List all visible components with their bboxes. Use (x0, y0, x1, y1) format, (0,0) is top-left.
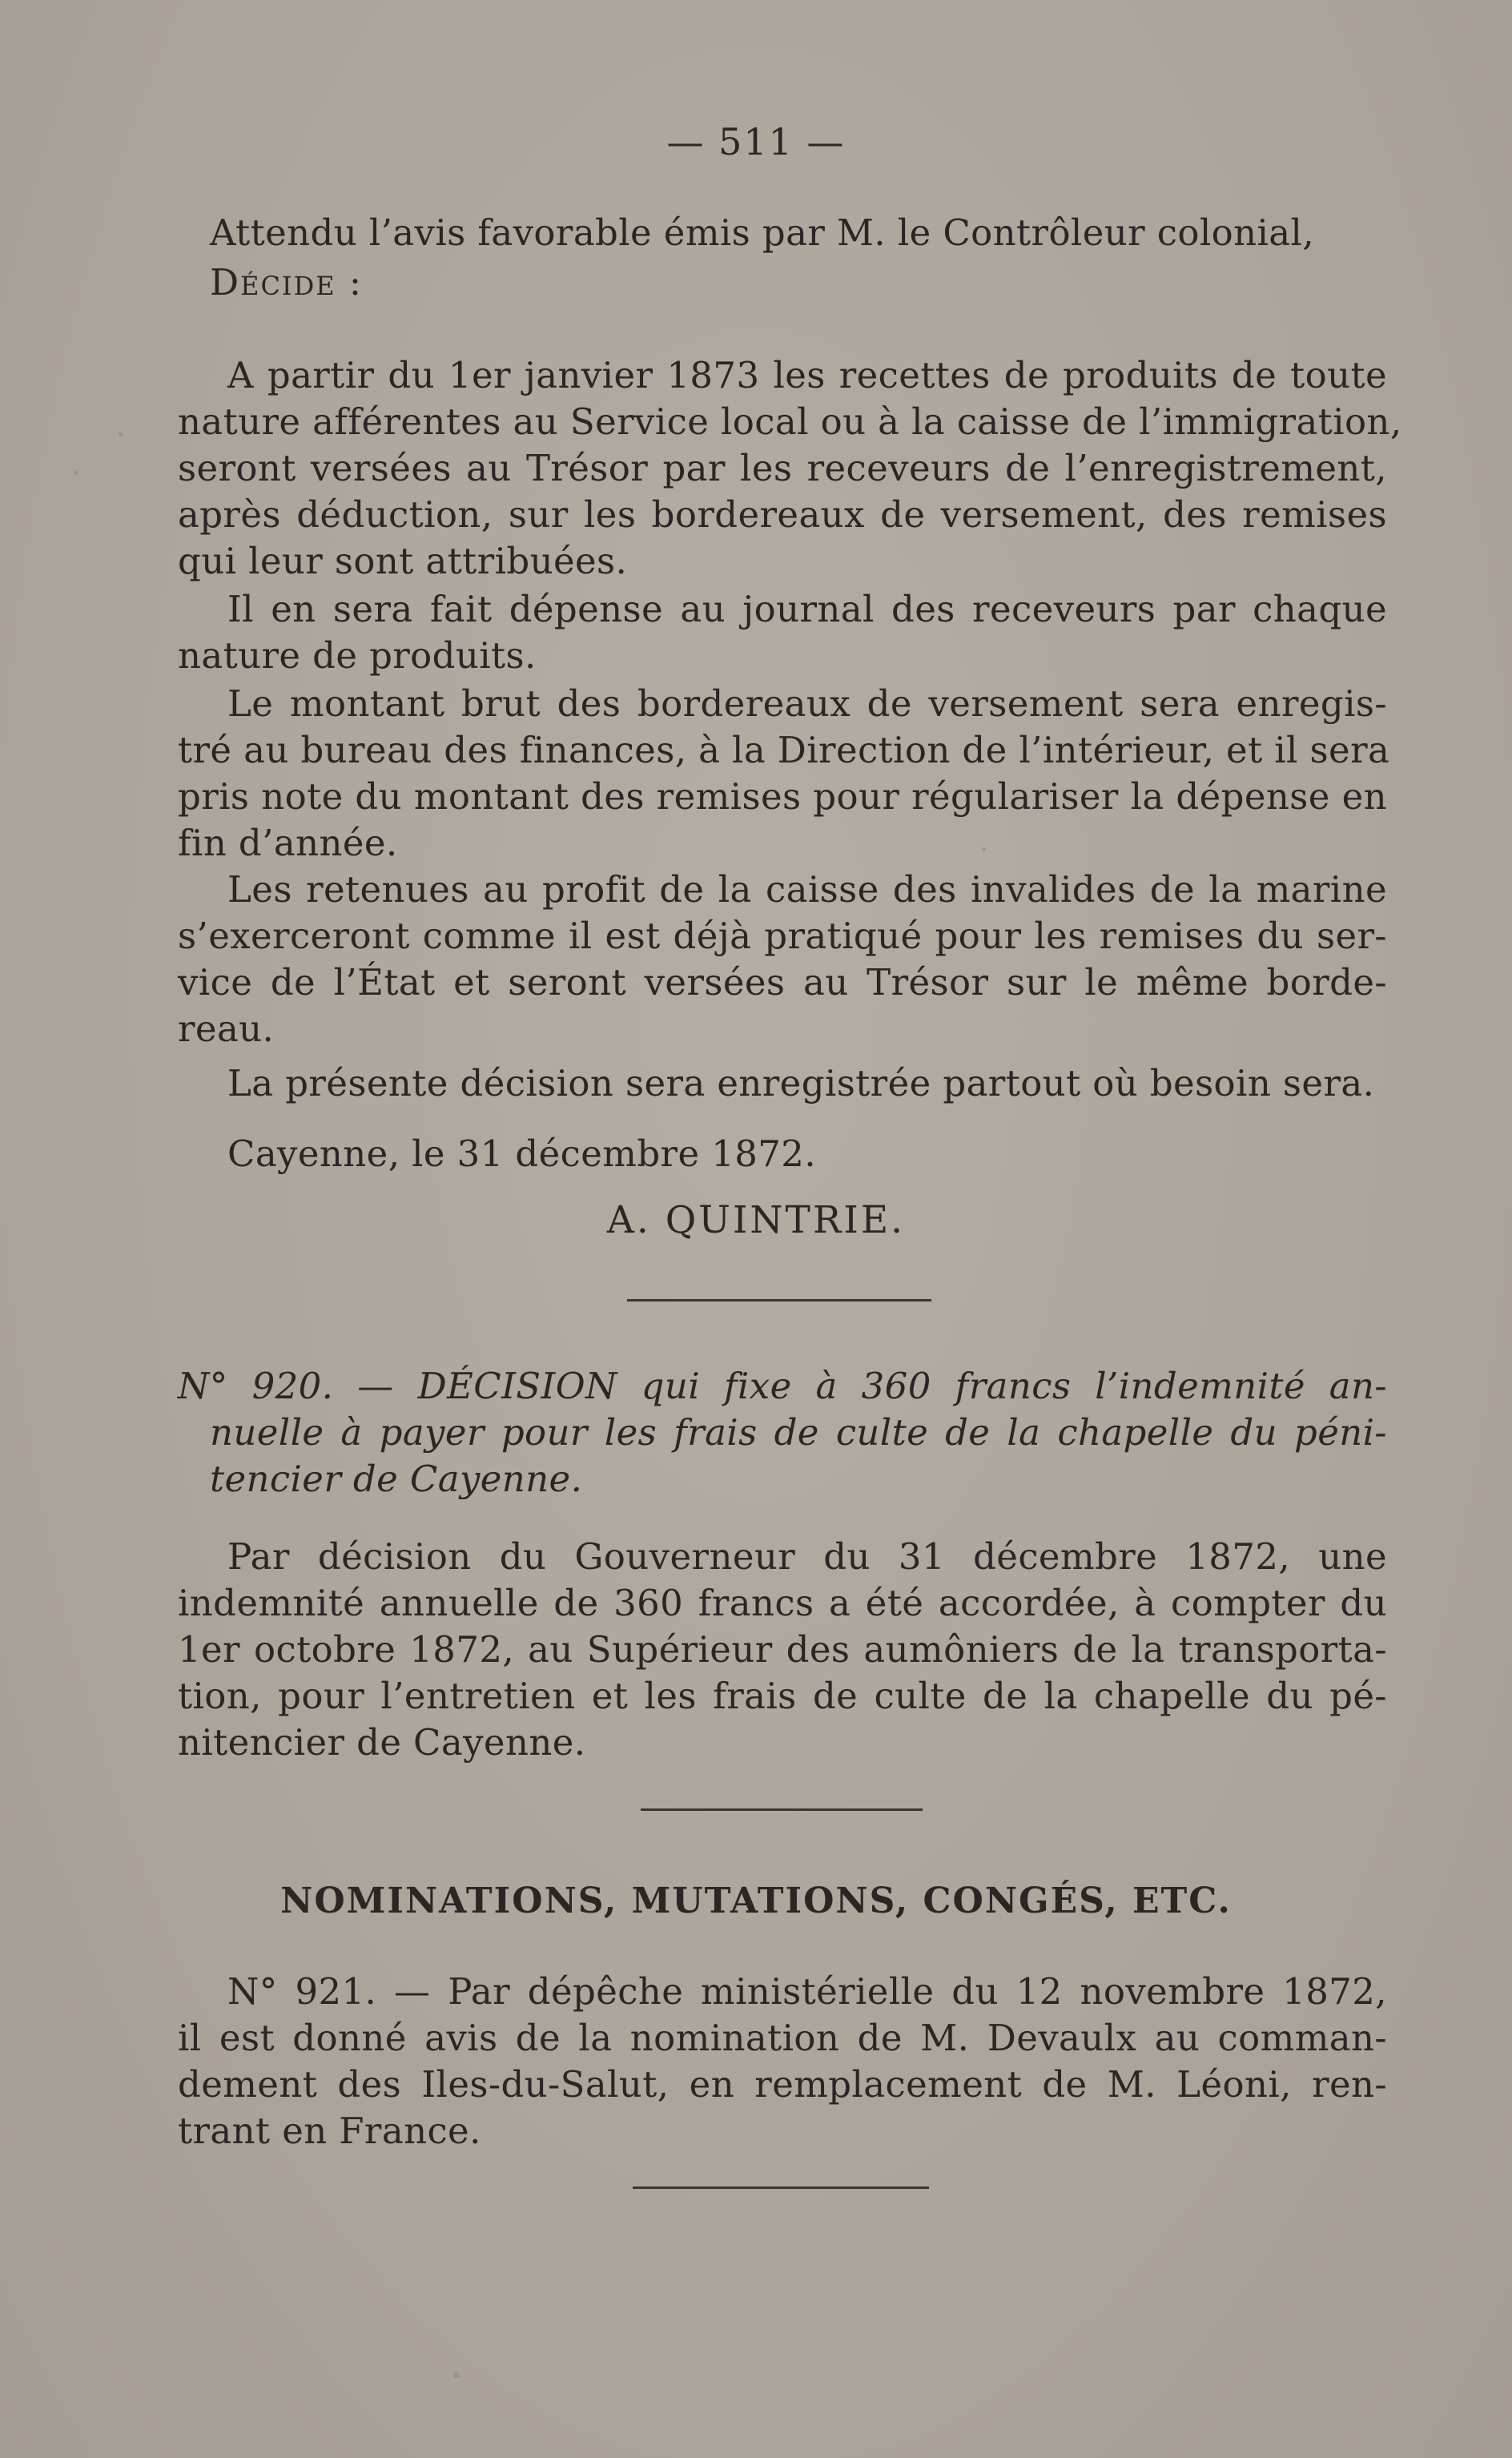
decision-920-title (178, 1363, 1387, 1503)
text-line: nature afférentes au Service local ou à la caisse de l’immigration, (178, 400, 1402, 443)
text-line: La présente décision sera enregistrée partout où besoin sera. (227, 1062, 1375, 1104)
text-line: tion, pour l’entretien et les frais de culte de la chapelle du pé- (178, 1675, 1387, 1717)
paper-speck (982, 847, 986, 851)
section-divider (633, 2186, 929, 2189)
page-number: — 511 — (666, 120, 846, 163)
text-line: seront versées au Trésor par les receveurs de l’enregistrement, (178, 447, 1387, 489)
paper-speck (119, 432, 123, 436)
text-line: vice de l’État et seront versées au Trésor sur le même borde- (178, 961, 1387, 1004)
section-divider (627, 1299, 931, 1301)
decide-line: Décide : (210, 261, 364, 304)
text-line: pris note du montant des remises pour régulariser la dépense en (178, 775, 1387, 818)
text-line: indemnité annuelle de 360 francs a été accordée, à compter du (178, 1582, 1387, 1624)
text-line: 1er octobre 1872, au Supérieur des aumôniers de la transporta- (178, 1628, 1387, 1671)
section-heading: NOMINATIONS, MUTATIONS, CONGÉS, ETC. (280, 1881, 1232, 1921)
text-line: nitencier de Cayenne. (178, 1721, 586, 1764)
article-paragraph-2 (178, 586, 1387, 679)
text-line: N° 921. — Par dépêche ministérielle du 12 novembre 1872, (227, 1970, 1387, 2013)
text-line: A partir du 1er janvier 1873 les recettes de produits de toute (227, 354, 1387, 396)
signature: A. QUINTRIE. (606, 1198, 906, 1242)
text-line: trant en France. (178, 2110, 481, 2152)
article-paragraph-4 (178, 867, 1387, 1052)
text-line: reau. (178, 1008, 275, 1050)
text-line: dement des Iles-du-Salut, en remplacement de M. Léoni, ren- (178, 2063, 1387, 2106)
paper-speck (453, 2372, 460, 2378)
place-date-line: Cayenne, le 31 décembre 1872. (227, 1132, 817, 1175)
text-line: tré au bureau des finances, à la Direction de l’intérieur, et il sera (178, 729, 1390, 771)
text-line: s’exerceront comme il est déjà pratiqué pour les remises du ser- (178, 915, 1387, 957)
text-line: Les retenues au profit de la caisse des invalides de la marine (227, 868, 1387, 911)
text-line: après déduction, sur les bordereaux de versement, des remises (178, 493, 1387, 536)
nomination-921 (178, 1969, 1387, 2154)
text-line: Par décision du Gouverneur du 31 décembre 1872, une (227, 1535, 1387, 1578)
text-line: N° 920. — DÉCISION qui fixe à 360 francs l’indemnité an- (178, 1365, 1387, 1407)
paper-speck (74, 471, 78, 475)
text-line: Il en sera fait dépense au journal des receveurs par chaque (227, 588, 1387, 630)
article-paragraph-1 (178, 352, 1402, 585)
section-divider (641, 1808, 923, 1811)
text-line: nuelle à payer pour les frais de culte de la chapelle du péni- (210, 1411, 1387, 1454)
text-line: fin d’année. (178, 822, 398, 864)
article-paragraph-3 (178, 681, 1390, 867)
text-line: tencier de Cayenne. (210, 1458, 583, 1500)
considerant-line: Attendu l’avis favorable émis par M. le Contrôleur colonial, (210, 211, 1315, 254)
text-line: Le montant brut des bordereaux de versement sera enregis- (227, 682, 1387, 725)
article-paragraph-5 (178, 1060, 1387, 1177)
decision-920-body (178, 1534, 1387, 1766)
considerant-block (178, 210, 1387, 306)
text-line: nature de produits. (178, 634, 537, 677)
text-line: qui leur sont attribuées. (178, 540, 628, 582)
text-line: il est donné avis de la nomination de M. Devaulx au comman- (178, 2017, 1387, 2059)
